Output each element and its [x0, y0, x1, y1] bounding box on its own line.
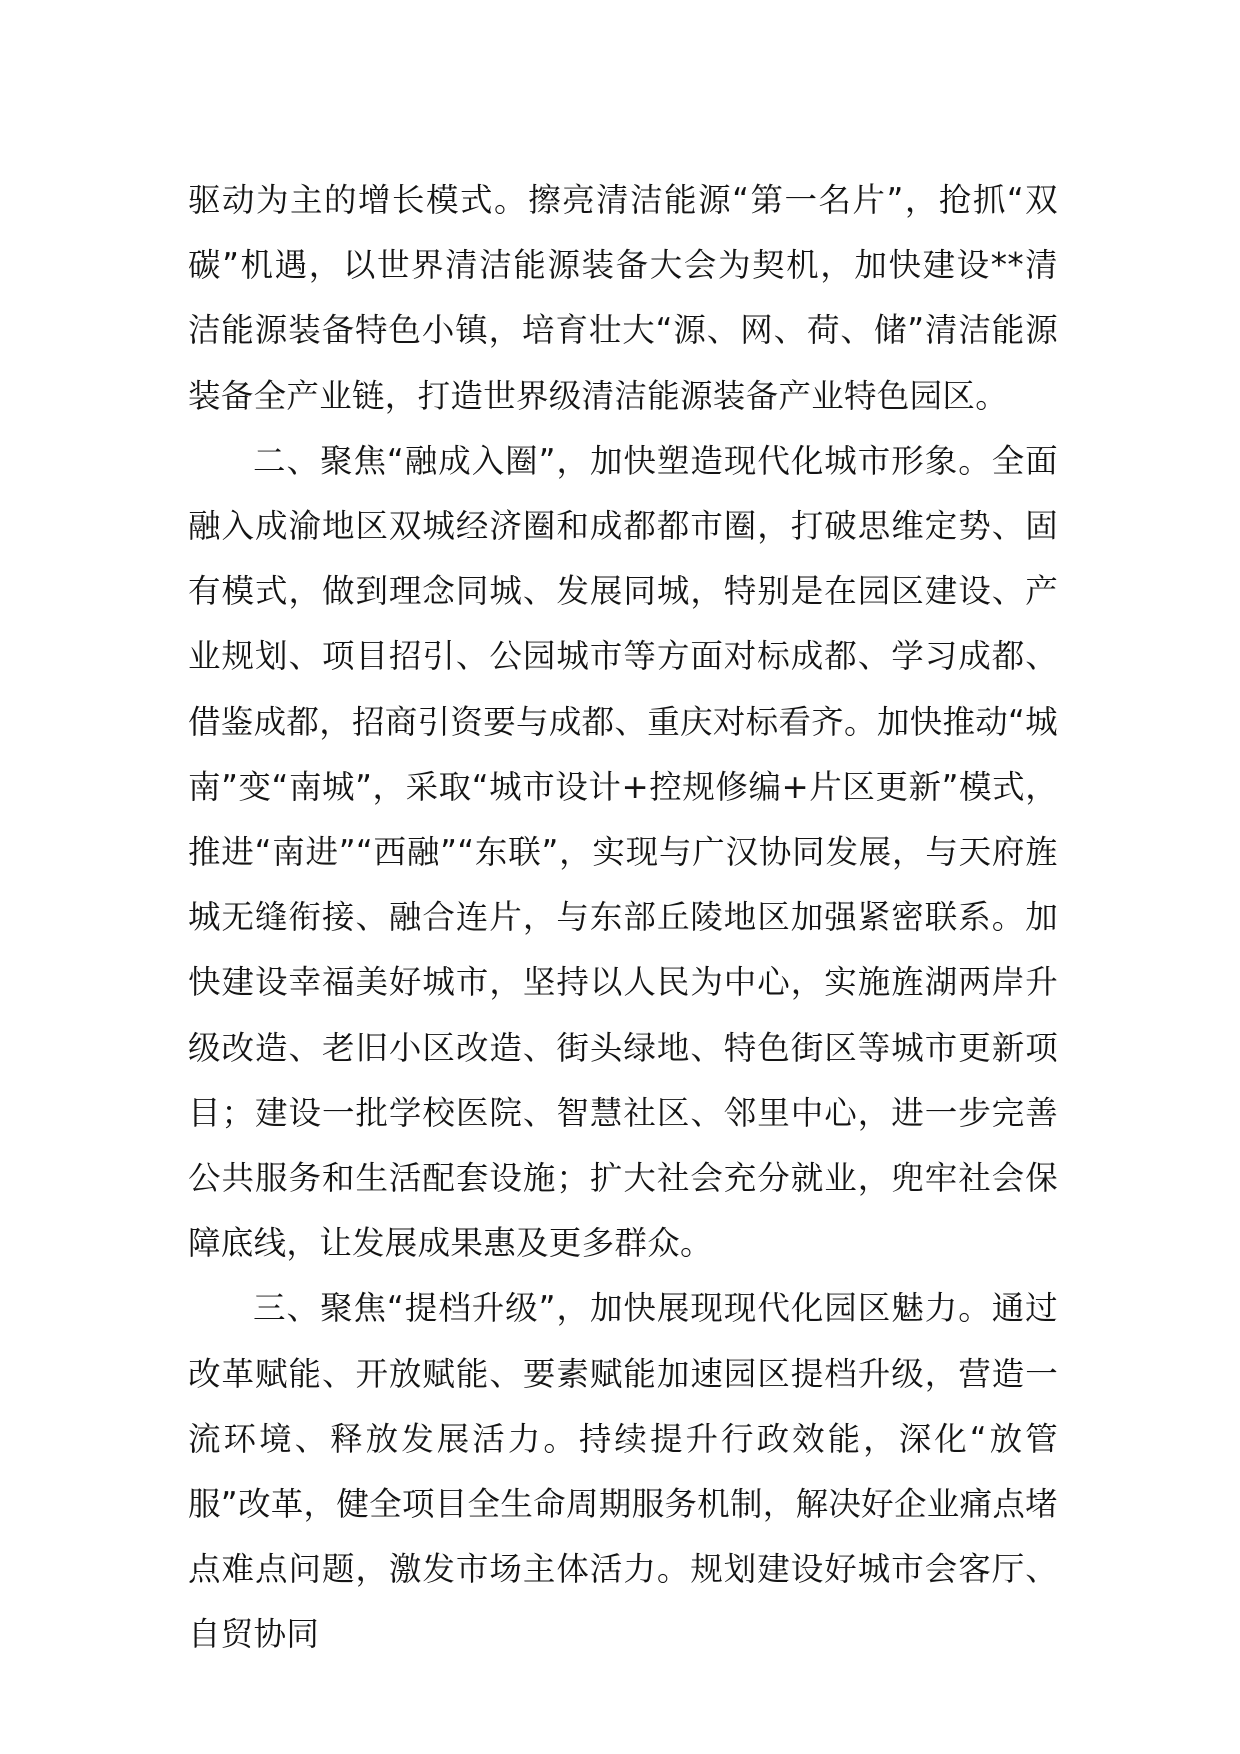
paragraph-section-two: 二、聚焦“融成入圈”，加快塑造现代化城市形象。全面融入成渝地区双城经济圈和成都都市圈，打破思维定势、固有模式，做到理念同城、发展同城，特别是在园区建设、产业规划、项目招引、公园城市等方面对标成都、学习成都、借鉴成都，招商引资要与成都、重庆对标看齐。加快推动“城南”变“南城”，采取“城市设计+控规修编+片区更新”模式，推进“南进”“西融”“东联”，实现与广汉协同发展，与天府旌城无缝衔接、融合连片，与东部丘陵地区加强紧密联系。加快建设幸福美好城市，坚持以人民为中心，实施旌湖两岸升级改造、老旧小区改造、街头绿地、特色街区等城市更新项目；建设一批学校医院、智慧社区、邻里中心，进一步完善公共服务和生活配套设施；扩大社会充分就业，兜牢社会保障底线，让发展成果惠及更多群众。 — [188, 441, 1058, 1263]
paragraph-section-three: 三、聚焦“提档升级”，加快展现现代化园区魅力。通过改革赋能、开放赋能、要素赋能加速园区提档升级，营造一流环境、释放发展活力。持续提升行政效能，深化“放管服”改革，健全项目全生命周期服务机制，解决好企业痛点堵点难点问题，激发市场主体活力。规划建设好城市会客厅、自贸协同 — [188, 1289, 1058, 1654]
paragraph-continuation: 驱动为主的增长模式。擦亮清洁能源“第一名片”，抢抓“双碳”机遇，以世界清洁能源装备大会为契机，加快建设**清洁能源装备特色小镇，培育壮大“源、网、荷、储”清洁能源装备全产业链，打造世界级清洁能源装备产业特色园区。 — [188, 181, 1058, 415]
body-text — [188, 168, 1058, 1668]
